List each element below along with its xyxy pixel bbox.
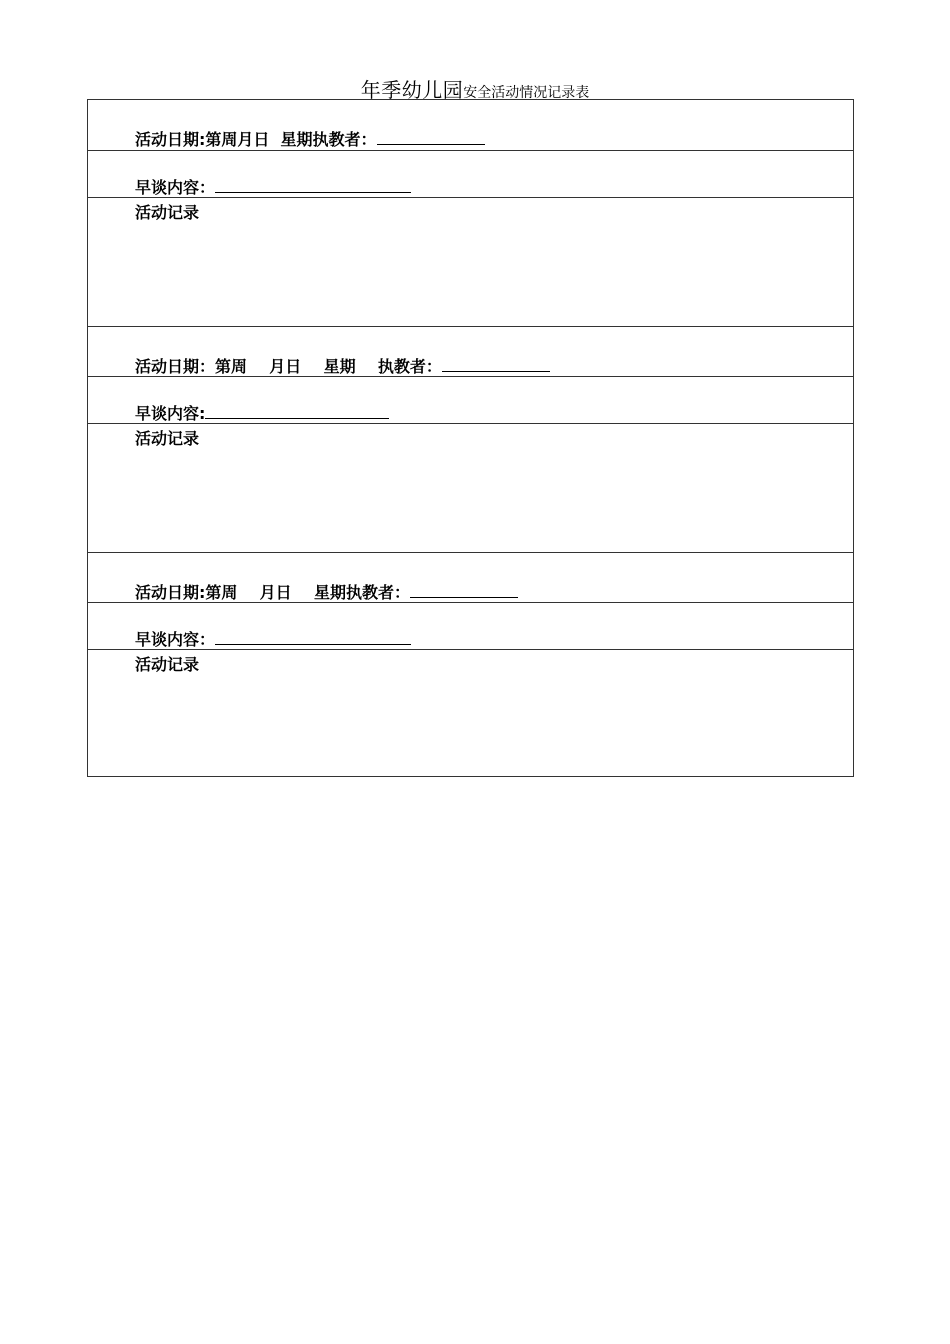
date-row [88,552,853,602]
talk-line: 早谈内容: [135,401,389,424]
date-row [88,100,853,150]
talk-line: 早谈内容： [135,627,411,650]
teacher-blank[interactable] [410,583,518,598]
date-line: 活动日期:第周 月日 星期执教者： [135,580,518,603]
form-title: 安全活动情况记录表 [463,85,590,101]
talk-blank[interactable] [205,404,389,419]
talk-row [88,376,853,423]
talk-row [88,150,853,197]
talk-blank[interactable] [215,630,411,645]
record-label: 活动记录 [135,655,200,674]
kindergarten-title: 年季幼儿园 [360,78,464,102]
record-row[interactable] [88,423,853,552]
record-form [87,99,854,777]
record-row[interactable] [88,197,853,326]
talk-line: 早谈内容： [135,175,411,198]
talk-row [88,602,853,649]
record-label: 活动记录 [135,203,200,222]
talk-blank[interactable] [215,178,411,193]
date-row [88,326,853,376]
date-line: 活动日期：第周 月日 星期 执教者： [135,354,550,377]
teacher-blank[interactable] [377,130,485,145]
record-row[interactable] [88,649,853,778]
teacher-blank[interactable] [442,357,550,372]
record-label: 活动记录 [135,429,200,448]
date-line: 活动日期:第周月日 星期执教者： [135,127,485,150]
